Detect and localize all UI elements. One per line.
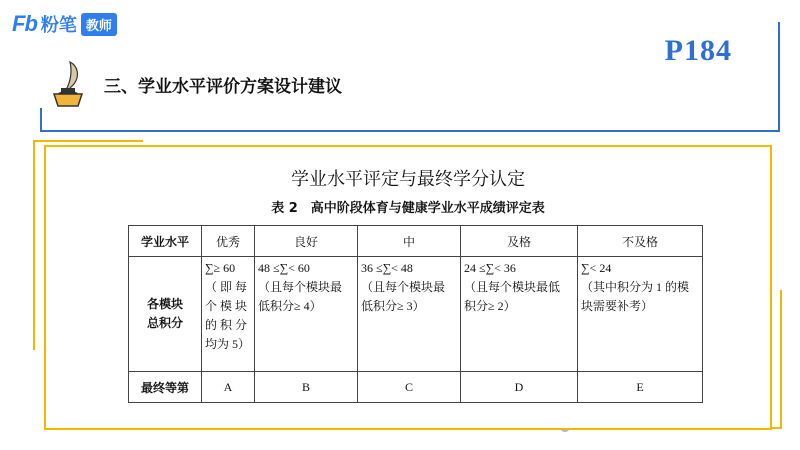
cell-line: （且每个模块最低	[464, 280, 561, 294]
cell-line: （且每个模块最	[361, 280, 446, 294]
header-cell: 优秀	[202, 226, 255, 257]
section-heading: 三、学业水平评价方案设计建议	[104, 77, 342, 97]
cell-line: ∑< 24	[581, 261, 612, 275]
credit-cell-fail	[578, 257, 703, 372]
cell-line: 低积分≥ 3）	[361, 299, 425, 313]
table-row	[129, 257, 703, 372]
header-cell: 良好	[255, 226, 358, 257]
final-grade-cell: E	[578, 372, 703, 403]
row-label-credit	[129, 257, 202, 372]
grade-table	[128, 225, 703, 403]
cell-line: （ 即 每	[205, 280, 248, 294]
cell-line: 个 模 块	[205, 299, 248, 313]
table-row	[129, 372, 703, 403]
table-header-row	[129, 226, 703, 257]
final-grade-cell: C	[358, 372, 461, 403]
page-number: P184	[664, 34, 732, 67]
frame-line-left	[40, 108, 42, 132]
frame-line-right	[778, 22, 780, 132]
cell-line: （且每个模块最	[258, 280, 343, 294]
content-card	[44, 145, 772, 430]
final-grade-cell: D	[461, 372, 578, 403]
brand-mark: Fb	[12, 11, 37, 36]
card-deco-left	[33, 140, 35, 350]
card-deco-top	[33, 140, 143, 142]
cell-line: 均为 5）	[205, 337, 251, 351]
header-cell: 中	[358, 226, 461, 257]
table-caption: 表 2 高中阶段体育与健康学业水平成绩评定表	[271, 201, 545, 216]
row-label-line: 各模块	[146, 297, 183, 311]
credit-cell-good	[255, 257, 358, 372]
cell-line: 积分≥ 2）	[464, 299, 516, 313]
row-label-final: 最终等第	[129, 372, 202, 403]
card-title: 学业水平评定与最终学分认定	[291, 169, 525, 190]
cell-line: （其中积分为 1 的模	[581, 280, 690, 294]
credit-cell-pass	[461, 257, 578, 372]
header-cell: 学业水平	[129, 226, 202, 257]
inkwell-quill-icon	[48, 60, 88, 108]
cell-line: 36 ≤∑< 48	[361, 261, 413, 275]
credit-cell-excellent	[202, 257, 255, 372]
brand-logo	[12, 10, 117, 38]
cell-line: 的 积 分	[205, 318, 248, 332]
final-grade-cell: B	[255, 372, 358, 403]
brand-badge: 教师	[81, 13, 117, 36]
card-deco-right	[780, 290, 782, 428]
credit-cell-medium	[358, 257, 461, 372]
cell-line: 48 ≤∑< 60	[258, 261, 310, 275]
cell-line: 24 ≤∑< 36	[464, 261, 516, 275]
header-cell: 及格	[461, 226, 578, 257]
brand-name: 粉笔	[40, 15, 77, 36]
cell-line: 低积分≥ 4）	[258, 299, 322, 313]
cell-line: ∑≥ 60	[205, 261, 236, 275]
header-cell: 不及格	[578, 226, 703, 257]
final-grade-cell: A	[202, 372, 255, 403]
cell-line: 块需要补考）	[581, 299, 654, 313]
frame-line-bottom	[40, 130, 780, 132]
row-label-line: 总积分	[146, 316, 183, 330]
